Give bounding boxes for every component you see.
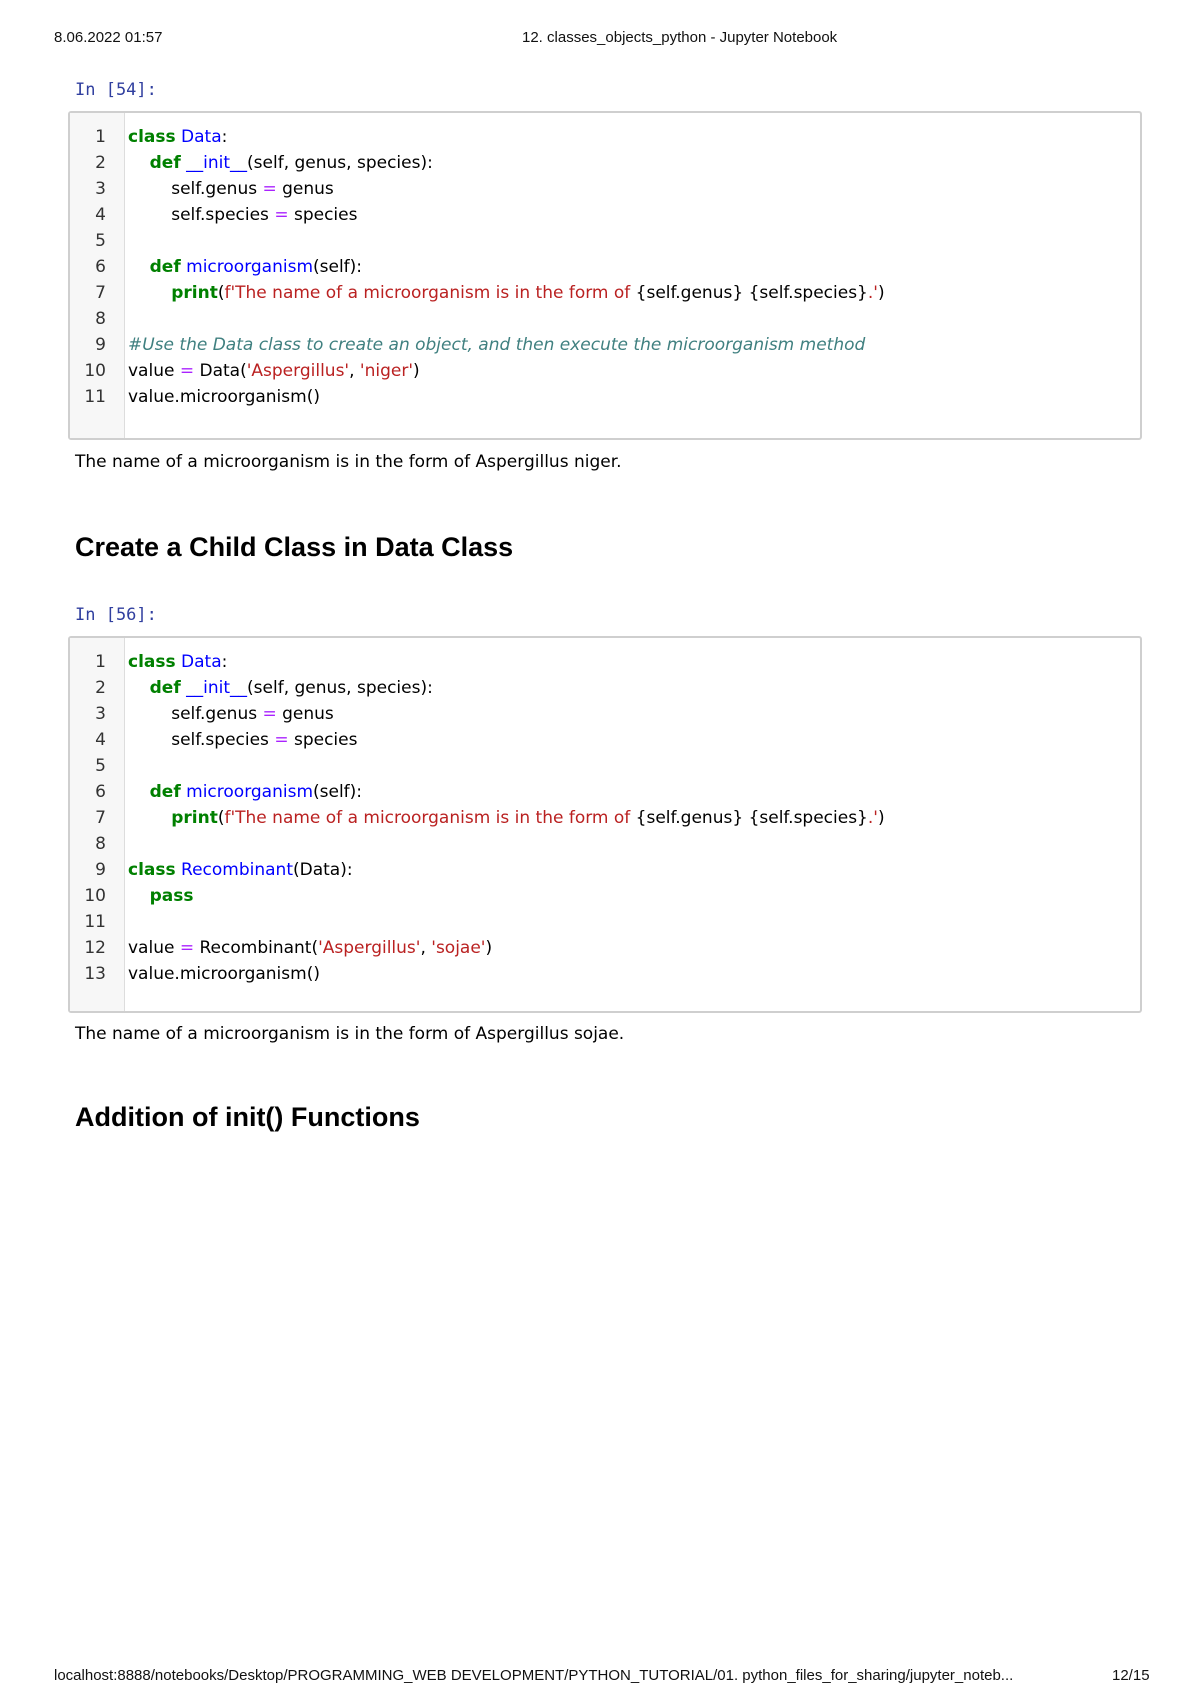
input-prompt: In [54]: [75, 80, 157, 100]
code-token: {self.species} [748, 808, 868, 828]
code-token: Recombinant( [194, 938, 319, 958]
code-line [70, 883, 1140, 909]
code-token: self.genus [128, 704, 263, 724]
code-token: Data [181, 652, 222, 672]
code-token: species [288, 205, 358, 225]
code-text [128, 332, 865, 358]
code-token [128, 678, 150, 698]
code-text [128, 935, 492, 961]
code-token: value [128, 361, 180, 381]
code-token: def [149, 153, 181, 173]
code-token: {self.species} [748, 283, 868, 303]
line-number: 1 [95, 127, 106, 147]
code-token: Data( [194, 361, 247, 381]
code-editor[interactable] [70, 113, 1140, 410]
code-token: def [149, 678, 181, 698]
code-line [70, 935, 1140, 961]
code-token: , [420, 938, 432, 958]
input-prompt: In [56]: [75, 605, 157, 625]
code-token [128, 257, 150, 277]
code-token: def [149, 782, 181, 802]
line-number: 11 [84, 387, 106, 407]
code-token: def [149, 257, 181, 277]
code-text [128, 883, 194, 909]
code-line [70, 384, 1140, 410]
code-line [70, 701, 1140, 727]
code-line [70, 909, 1140, 935]
cell-output: The name of a microorganism is in the form of Aspergillus niger. [75, 452, 622, 472]
code-line [70, 753, 1140, 779]
code-token: Recombinant [181, 860, 293, 880]
cell-output: The name of a microorganism is in the form of Aspergillus sojae. [75, 1024, 625, 1044]
line-number: 8 [95, 834, 106, 854]
code-token: Data [181, 127, 222, 147]
code-token: __init__ [186, 153, 248, 173]
code-token: class [128, 652, 176, 672]
code-line [70, 306, 1140, 332]
code-token: (self): [313, 257, 363, 277]
code-token: #Use the Data class to create an object, and then execute the microorganism method [128, 335, 866, 355]
line-number: 7 [95, 283, 106, 303]
code-token: ( [217, 808, 225, 828]
code-token [128, 782, 150, 802]
code-token: : [221, 652, 228, 672]
code-token: self.species [128, 205, 275, 225]
code-line [70, 358, 1140, 384]
line-number: 4 [95, 205, 106, 225]
line-number: 5 [95, 756, 106, 776]
code-text [128, 675, 433, 701]
code-token: f'The name of a microorganism is in the form of [224, 283, 636, 303]
code-text [128, 961, 320, 987]
line-number: 6 [95, 782, 106, 802]
code-token: class [128, 860, 176, 880]
code-token: ) [413, 361, 420, 381]
line-number: 1 [95, 652, 106, 672]
code-line [70, 228, 1140, 254]
code-token: f'The name of a microorganism is in the form of [224, 808, 636, 828]
code-token: {self.genus} [635, 283, 744, 303]
code-token: 'Aspergillus' [246, 361, 350, 381]
line-number: 5 [95, 231, 106, 251]
line-number: 4 [95, 730, 106, 750]
code-token: self.species [128, 730, 275, 750]
code-token: class [128, 127, 176, 147]
code-text [128, 727, 357, 753]
code-token [128, 153, 150, 173]
line-number: 8 [95, 309, 106, 329]
code-token: ) [485, 938, 493, 958]
code-text [128, 176, 334, 202]
code-token: genus [276, 179, 334, 199]
line-number: 12 [84, 938, 106, 958]
code-line [70, 150, 1140, 176]
code-text [128, 124, 227, 150]
code-token: 'Aspergillus' [318, 938, 421, 958]
code-token: microorganism [186, 782, 314, 802]
code-line [70, 176, 1140, 202]
line-number: 6 [95, 257, 106, 277]
code-token: , [349, 361, 360, 381]
line-number: 3 [95, 179, 106, 199]
page-number: 12/15 [1112, 1667, 1150, 1684]
code-cell[interactable] [68, 636, 1142, 1013]
code-token [128, 886, 150, 906]
code-line [70, 857, 1140, 883]
code-token: pass [149, 886, 194, 906]
code-token: genus [276, 704, 334, 724]
code-line [70, 649, 1140, 675]
code-text [128, 202, 357, 228]
line-number: 13 [84, 964, 106, 984]
code-text [128, 805, 885, 831]
print-date: 8.06.2022 01:57 [54, 29, 163, 46]
code-line [70, 961, 1140, 987]
code-text [128, 701, 334, 727]
code-line [70, 805, 1140, 831]
code-text [128, 857, 353, 883]
code-text [128, 779, 362, 805]
code-text [128, 254, 362, 280]
code-token [128, 808, 171, 828]
code-line [70, 332, 1140, 358]
code-token: ) [877, 283, 885, 303]
code-token: .' [867, 283, 878, 303]
line-number: 9 [95, 860, 106, 880]
code-token: 'niger' [359, 361, 414, 381]
code-token: (self, genus, species): [247, 678, 433, 698]
code-text [128, 280, 885, 306]
code-line [70, 675, 1140, 701]
code-line [70, 779, 1140, 805]
code-line [70, 831, 1140, 857]
section-heading-child-class: Create a Child Class in Data Class [75, 532, 514, 562]
code-token: __init__ [186, 678, 248, 698]
code-line [70, 124, 1140, 150]
code-line [70, 202, 1140, 228]
code-token: ( [217, 283, 225, 303]
code-token: (self): [313, 782, 363, 802]
code-token: value.microorganism() [128, 964, 320, 984]
code-token: = [179, 361, 195, 381]
code-token: value [128, 938, 180, 958]
code-cell[interactable] [68, 111, 1142, 440]
line-number: 2 [95, 153, 106, 173]
print-title: 12. classes_objects_python - Jupyter Notebook [522, 29, 838, 46]
code-text [128, 649, 227, 675]
line-number: 11 [84, 912, 106, 932]
code-token: = [274, 730, 289, 750]
code-token: = [179, 938, 195, 958]
code-token: .' [867, 808, 878, 828]
code-token: = [262, 179, 277, 199]
section-heading-init-functions: Addition of init() Functions [75, 1102, 420, 1132]
code-line [70, 727, 1140, 753]
code-line [70, 280, 1140, 306]
print-url: localhost:8888/notebooks/Desktop/PROGRAMMING_WEB DEVELOPMENT/PYTHON_TUTORIAL/01. python_files_for_sharing/jupyter_noteb... [54, 1667, 1014, 1684]
line-number: 10 [84, 361, 106, 381]
code-token: value.microorganism() [128, 387, 320, 407]
code-token: print [171, 808, 218, 828]
code-text [128, 358, 420, 384]
line-number: 7 [95, 808, 106, 828]
code-line [70, 254, 1140, 280]
code-token: = [274, 205, 289, 225]
line-number: 3 [95, 704, 106, 724]
code-token: ) [877, 808, 885, 828]
line-number: 10 [84, 886, 106, 906]
code-token: self.genus [128, 179, 263, 199]
code-text [128, 150, 433, 176]
code-token: microorganism [186, 257, 314, 277]
line-number: 2 [95, 678, 106, 698]
code-editor[interactable] [70, 638, 1140, 987]
code-token: : [221, 127, 228, 147]
code-token: {self.genus} [635, 808, 744, 828]
code-token: (Data): [293, 860, 353, 880]
code-token: = [262, 704, 277, 724]
code-token: (self, genus, species): [247, 153, 433, 173]
code-token [128, 283, 171, 303]
line-number: 9 [95, 335, 106, 355]
code-token: species [288, 730, 358, 750]
code-token: 'sojae' [431, 938, 486, 958]
code-token: print [171, 283, 218, 303]
code-text [128, 384, 320, 410]
